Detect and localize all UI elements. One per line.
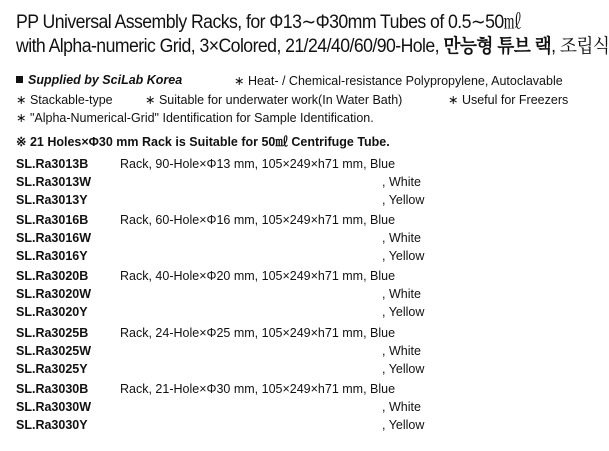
supplier-line [16,73,182,87]
product-code: SL.Ra3016B [16,213,89,227]
title-line-1: PP Universal Assembly Racks, for Φ13∼Φ30mm Tubes of 0.5∼50㎖ [16,12,521,33]
feature-stackable: ∗ Stackable-type [16,93,113,107]
product-description: Rack, 60-Hole×Φ16 mm, 105×249×h71 mm, Blue [120,213,396,227]
title-line-2-main: with Alpha-numeric Grid, 3×Colored, 21/24/40/60/90-Hole, [16,36,444,57]
product-color: , White [382,400,421,414]
product-color: , White [382,175,421,189]
product-group-30mm [16,382,602,436]
product-row [16,249,602,267]
feature-freezer: ∗ Useful for Freezers [448,93,569,107]
product-row [16,362,602,380]
product-code: SL.Ra3025W [16,344,92,358]
product-code: SL.Ra3013Y [16,193,88,207]
product-code: SL.Ra3013W [16,175,92,189]
centrifuge-note: ※ 21 Holes×Φ30 mm Rack is Suitable for 50㎖ Centrifuge Tube. [16,135,390,149]
supplier-text: Supplied by SciLab Korea [28,73,183,87]
product-color: , White [382,344,421,358]
product-code: SL.Ra3025Y [16,362,88,376]
title-korean: 만능형 튜브 랙 [443,36,552,57]
product-row [16,175,602,193]
product-description: Rack, 90-Hole×Φ13 mm, 105×249×h71 mm, Blue [120,157,396,171]
product-row [16,193,602,211]
product-color: , Yellow [382,193,425,207]
product-group-16mm [16,213,602,267]
feature-alpha-grid: ∗ "Alpha-Numerical-Grid" Identification for Sample Identification. [16,111,374,125]
product-group-25mm [16,326,602,380]
product-code: SL.Ra3025B [16,326,89,340]
product-row [16,326,602,344]
product-row [16,382,602,400]
product-row [16,157,602,175]
product-description: Rack, 40-Hole×Φ20 mm, 105×249×h71 mm, Blue [120,269,396,283]
title-line-2 [16,31,609,58]
product-color: , White [382,287,421,301]
square-bullet-icon [16,76,23,83]
product-row [16,287,602,305]
product-code: SL.Ra3030W [16,400,92,414]
product-row [16,305,602,323]
product-code: SL.Ra3016W [16,231,92,245]
product-description: Rack, 24-Hole×Φ25 mm, 105×249×h71 mm, Blue [120,326,396,340]
product-color: , White [382,231,421,245]
product-row [16,418,602,436]
feature-underwater: ∗ Suitable for underwater work(In Water Bath) [145,93,403,107]
product-color: , Yellow [382,362,425,376]
product-row [16,213,602,231]
product-code: SL.Ra3020B [16,269,89,283]
product-group-13mm [16,157,602,211]
product-code: SL.Ra3013B [16,157,89,171]
product-row [16,344,602,362]
product-row [16,269,602,287]
product-color: , Yellow [382,249,425,263]
product-code: SL.Ra3030Y [16,418,88,432]
title-line-2-tail: , 조립식 [551,36,609,57]
feature-heat-resistance: ∗ Heat- / Chemical-resistance Polypropylene, Autoclavable [234,74,563,88]
product-color: , Yellow [382,418,425,432]
product-code: SL.Ra3020Y [16,305,88,319]
product-code: SL.Ra3030B [16,382,89,396]
product-description: Rack, 21-Hole×Φ30 mm, 105×249×h71 mm, Blue [120,382,396,396]
product-code: SL.Ra3020W [16,287,92,301]
product-color: , Yellow [382,305,425,319]
product-row [16,400,602,418]
product-row [16,231,602,249]
product-code: SL.Ra3016Y [16,249,88,263]
product-group-20mm [16,269,602,323]
